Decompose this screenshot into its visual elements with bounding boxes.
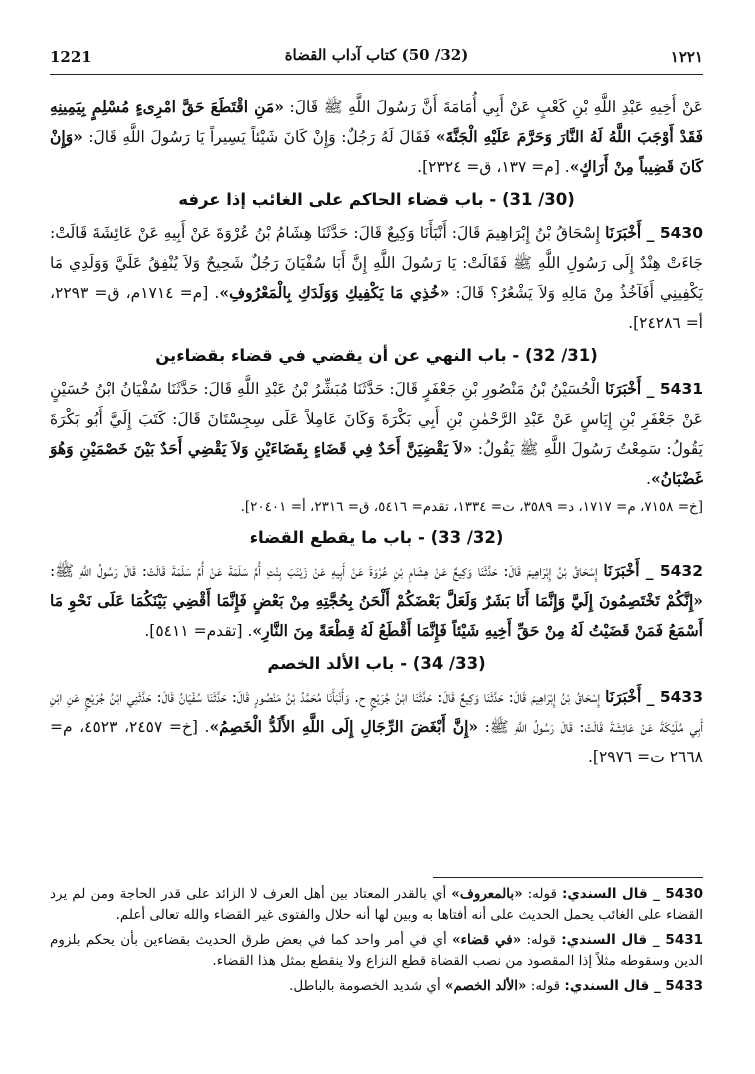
footnote-label: 5431 _ قال السندي: bbox=[561, 932, 703, 948]
page-number-latin: 1221 bbox=[50, 48, 92, 66]
hadith-paragraph bbox=[50, 92, 703, 182]
footnote-term: «الألد الخصم» bbox=[445, 978, 527, 994]
text-segment: . [تقدم= ٥٤١١]. bbox=[144, 622, 253, 640]
footnote-text: أي بالقدر المعتاد بين أهل العرف لا الزائد على قدر الحاجة ومن لم يرد القضاء على الغائب يحمل الحديث على أنه أفتاها به وبين لها أنه حلال والفتوى غير القضاء والله تعالى أعلم. bbox=[50, 886, 703, 923]
footnote bbox=[50, 976, 703, 997]
hadith-number: 5431 bbox=[654, 380, 704, 398]
footnote-term: «في قضاء» bbox=[452, 932, 522, 948]
text-segment: . [م= ١٧١٤م، ق= ٢٢٩٣، أ= ٢٤٢٨٦]. bbox=[50, 284, 703, 332]
prophetic-quote: «خُذِي مَا يَكْفِيكِ وَوَلَدَكِ بِالْمَعْرُوفِ» bbox=[219, 283, 450, 302]
prophetic-quote: «وَإِنْ كَانَ قَضِيباً مِنْ أَرَاكٍ» bbox=[50, 127, 703, 176]
footnote-divider bbox=[433, 877, 703, 878]
footnote-term: «بالمعروف» bbox=[451, 886, 523, 902]
footnote-text: قوله: bbox=[522, 886, 563, 902]
hadith-number: 5433 bbox=[654, 688, 703, 706]
text-segment: . [م= ١٣٧، ق= ٢٣٢٤]. bbox=[417, 158, 570, 176]
text-segment: إِسْحَاقُ بْنُ إِبْرَاهِيمَ قَالَ: أَنْبَأَنَا وَكِيعٌ قَالَ: حَدَّثَنَا هِشَامُ بْنُ عُرْوَةَ عَنْ أَبِيهِ عَنْ عَائِشَةَ قَالَتْ: جَاءَتْ هِنْدٌ إِلَى رَسُولِ اللَّهِ ﷺ فَقَالَتْ: يَا رَسُولَ اللَّهِ إِنَّ أَبَا سُفْيَانَ رَجُلٌ شَحِيحٌ وَلاَ يُنْفِقُ عَلَيَّ وَوَلَدِي مَا يَكْفِينِي أَفَآخُذُ مِنْ مَالِهِ وَلاَ يَشْعُرُ؟ قَالَ: bbox=[50, 224, 703, 302]
chapter-heading: (30/ 31) - باب قضاء الحاكم على الغائب إذا عرفه bbox=[178, 190, 575, 209]
text-segment: . [خ= ٢٤٥٧، ٤٥٢٣، م= ٢٦٦٨ ت= ٢٩٧٦]. bbox=[50, 718, 703, 766]
narration-opening: _ أَخْبَرَنَا bbox=[603, 561, 654, 580]
chapter-heading: (32/ 33) - باب ما يقطع القضاء bbox=[249, 528, 504, 547]
narration-opening: _ أَخْبَرَنَا bbox=[605, 223, 655, 242]
text-segment: إِسْحَاقُ بْنُ إِبْرَاهِيمَ قَالَ: حَدَّثَنَا وَكِيعٌ عَنْ هِشَامِ بْنِ عُرْوَةَ عَنْ أَبِيهِ عَنْ زَيْنَبَ بِنْتِ أُمِّ سَلَمَةَ عَنْ أُمِّ سَلَمَةَ قَالَتْ: قَالَ رَسُولُ اللَّهِ ﷺ: bbox=[50, 562, 604, 580]
hadith-paragraph bbox=[50, 374, 703, 494]
footnote-text: أي شديد الخصومة بالباطل. bbox=[289, 978, 445, 994]
footnote-text: قوله: bbox=[521, 932, 562, 948]
text-segment: عَنْ أَخِيهِ عَبْدِ اللَّهِ بْنِ كَعْبٍ عَنْ أَبِي أُمَامَةَ أَنَّ رَسُولَ اللَّهِ ﷺ قَالَ: bbox=[283, 98, 703, 116]
footnote bbox=[50, 884, 703, 926]
footnote bbox=[50, 930, 703, 972]
narration-opening: _ أَخْبَرَنَا bbox=[605, 379, 655, 398]
footnote-label: 5430 _ قال السندي: bbox=[562, 886, 703, 902]
text-segment: فَقَالَ لَهُ رَجُلٌ: وَإِنْ كَانَ شَيْئاً يَسِيراً يَا رَسُولَ اللَّهِ قَالَ: bbox=[82, 128, 436, 146]
text-segment: . bbox=[646, 470, 651, 488]
hadith-paragraph bbox=[50, 682, 703, 772]
footnote-label: 5433 _ قال السندي: bbox=[564, 978, 703, 994]
chapter-heading: (31/ 32) - باب النهي عن أن يقضي في قضاء بقضاءين bbox=[155, 346, 598, 365]
page-number-arabic: ١٢٢١ bbox=[670, 48, 703, 66]
prophetic-quote: «إِنَّ أَبْغَضَ الرِّجَالِ إِلَى اللَّهِ الأَلَدُّ الْخَصِمُ» bbox=[209, 717, 479, 736]
hadith-number: 5432 bbox=[653, 562, 703, 580]
footnote-text: أي في أمر واحد كما في بعض طرق الحديث بقضاءين بأن يحكم بلزوم الدين وسقوطه مثلاً إذا المقصود من نصب القضاة قطع النزاع ولا ينقطع بمثل هذا القضاء. bbox=[50, 932, 703, 969]
prophetic-quote: «إِنَّكُمْ تَخْتَصِمُونَ إِلَيَّ وَإِنَّمَا أَنَا بَشَرٌ وَلَعَلَّ بَعْضَكُمْ أَلْحَنُ بِحُجَّتِهِ مِنْ بَعْضٍ فَإِنَّمَا أَقْضِي بَيْنَكُمَا عَلَى نَحْوِ مَا أَسْمَعُ فَمَنْ قَضَيْتُ لَهُ مِنْ حَقِّ أَخِيهِ شَيْئاً فَإِنَّمَا أَقْطَعُ لَهُ قِطْعَةً مِنَ النَّارِ» bbox=[50, 591, 703, 640]
hadith-paragraph bbox=[50, 218, 703, 338]
chapter-heading: (33/ 34) - باب الألد الخصم bbox=[267, 654, 486, 673]
page-header bbox=[50, 44, 703, 75]
reference-line: [خ= ٧١٥٨، م= ١٧١٧، د= ٣٥٨٩، ت= ١٣٣٤، تقدم= ٥٤١٦، ق= ٢٣١٦، أ= ٢٠٤٠١]. bbox=[240, 499, 703, 515]
footnote-text: قوله: bbox=[526, 978, 565, 994]
hadith-number: 5430 bbox=[654, 224, 703, 242]
prophetic-quote: «مَنِ اقْتَطَعَ حَقَّ امْرِىءٍ مُسْلِمٍ بِيَمِينِهِ فَقَدْ أَوْجَبَ اللَّهُ لَهُ النَّارَ وَحَرَّمَ عَلَيْهِ الْجَنَّةَ» bbox=[50, 97, 703, 146]
main-text bbox=[50, 92, 703, 772]
running-title: (32/ 50) كتاب آداب القضاة bbox=[284, 46, 469, 64]
text-segment: الْحُسَيْنُ بْنُ مَنْصُورِ بْنِ جَعْفَرٍ قَالَ: حَدَّثَنَا مُبَشِّرُ بْنُ عَبْدِ اللَّهِ قَالَ: حَدَّثَنَا سُفْيَانُ ابْنُ حُسَيْنٍ عَنْ جَعْفَرِ بْنِ إِيَاسٍ عَنْ عَبْدِ الرَّحْمٰنِ بْنِ أَبِي بَكْرَةَ وَكَانَ عَامِلاً عَلَى سِجِسْتَانَ قَالَ: كَتَبَ إِلَيَّ أَبُو بَكْرَةَ يَقُولُ: سَمِعْتُ رَسُولَ اللَّهِ ﷺ يَقُولُ: bbox=[50, 380, 703, 458]
footnotes bbox=[50, 884, 703, 1001]
text-segment: إِسْحَاقُ بْنُ إِبْرَاهِيمَ قَالَ: حَدَّثَنَا وَكِيعٌ قَالَ: حَدَّثَنَا ابْنُ جُرَيْجٍ ح. وَأَنْبَأَنَا مُحَمَّدُ بْنُ مَنْصُورٍ قَالَ: حَدَّثَنَا سُفْيَانُ قَالَ: حَدَّثَنِي ابْنُ جُرَيْجٍ عَنِ ابْنِ أَبِي مُلَيْكَةَ عَنْ عَائِشَةَ قَالَتْ: قَالَ رَسُولُ اللَّهِ ﷺ: bbox=[50, 688, 703, 736]
hadith-paragraph bbox=[50, 556, 703, 646]
narration-opening: _ أَخْبَرَنَا bbox=[605, 687, 655, 706]
prophetic-quote: «لاَ يَقْضِيَنَّ أَحَدٌ فِي قَضَاءٍ بِقَضَاءَيْنِ وَلاَ يَقْضِي أَحَدٌ بَيْنَ خَصْمَيْنِ وَهُوَ غَضْبَانُ» bbox=[50, 439, 703, 488]
